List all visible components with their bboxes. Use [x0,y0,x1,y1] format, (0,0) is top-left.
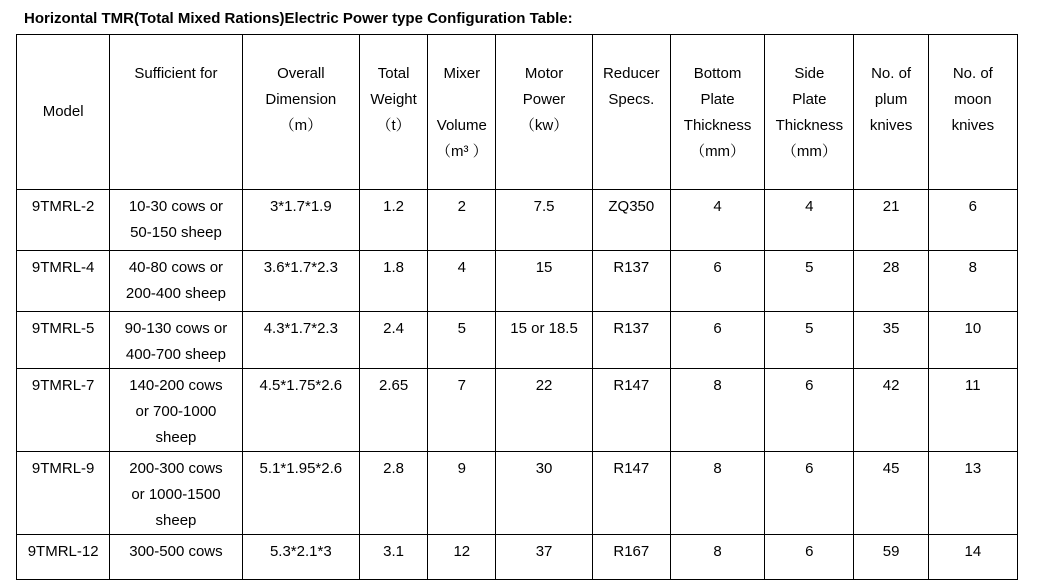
cell-moon: 11 [928,369,1017,452]
cell-sufficient [110,535,242,580]
cell-moon: 13 [928,452,1017,535]
cell-moon: 8 [928,251,1017,312]
cell-sufficient [110,312,242,369]
header-model [17,35,110,190]
header-line: Power [522,91,566,108]
header-line: knives [951,117,995,134]
header-line: Overall [277,65,325,82]
cell-model: 9TMRL-5 [17,312,110,369]
header-line: Total [377,65,410,82]
cell-side: 4 [765,190,854,251]
cell-bottom: 8 [670,369,764,452]
cell-model: 9TMRL-12 [17,535,110,580]
cell-plum: 28 [854,251,928,312]
cell-sufficient [110,369,242,452]
cell-side: 5 [765,312,854,369]
cell-power: 15 or 18.5 [496,312,592,369]
cell-power: 30 [496,452,592,535]
header-moon-knives [928,35,1017,190]
cell-side: 5 [765,251,854,312]
cell-line: 10-30 cows or [128,198,224,215]
cell-line: 400-700 sheep [125,346,226,363]
cell-line: sheep [155,512,197,529]
header-line: Sufficient for [134,65,218,82]
header-line: Thickness [775,117,844,134]
header-line: Specs. [608,91,655,108]
header-plum-knives [854,35,928,190]
cell-power: 22 [496,369,592,452]
cell-reducer: R147 [592,369,670,452]
cell-dimension: 4.3*1.7*2.3 [242,312,359,369]
cell-volume: 2 [428,190,496,251]
cell-volume: 5 [428,312,496,369]
table-row [17,312,1018,369]
table-row [17,452,1018,535]
cell-reducer: ZQ350 [592,190,670,251]
header-line: Model [42,103,84,120]
cell-side: 6 [765,369,854,452]
header-line: Bottom [693,65,742,82]
table-title: Horizontal TMR(Total Mixed Rations)Electric Power type Configuration Table: [24,10,573,27]
cell-weight: 2.65 [360,369,428,452]
header-line: （m） [279,117,323,134]
header-line: Volume [436,117,487,134]
header-line: Side [794,65,825,82]
cell-line: 300-500 cows [129,543,223,560]
cell-volume: 12 [428,535,496,580]
header-line: plum [874,91,908,108]
cell-weight: 1.2 [360,190,428,251]
header-line: Weight [370,91,417,108]
cell-line: 200-400 sheep [125,285,226,302]
cell-model: 9TMRL-2 [17,190,110,251]
cell-power: 37 [496,535,592,580]
header-dimension [242,35,359,190]
cell-plum: 21 [854,190,928,251]
header-line: knives [869,117,913,134]
table-row [17,535,1018,580]
cell-reducer: R147 [592,452,670,535]
header-line: Reducer [602,65,660,82]
header-line: （mm） [781,143,837,160]
header-line: Mixer [443,65,481,82]
cell-plum: 59 [854,535,928,580]
cell-bottom: 6 [670,312,764,369]
header-line: （kw） [519,117,569,134]
cell-power: 7.5 [496,190,592,251]
cell-sufficient [110,190,242,251]
cell-plum: 42 [854,369,928,452]
header-line: No. of [871,65,912,82]
header-line: moon [954,91,992,108]
cell-dimension: 3.6*1.7*2.3 [242,251,359,312]
header-line: Plate [700,91,735,108]
cell-bottom: 4 [670,190,764,251]
cell-sufficient [110,251,242,312]
cell-volume: 4 [428,251,496,312]
cell-model: 9TMRL-4 [17,251,110,312]
cell-volume: 9 [428,452,496,535]
header-line: Dimension [265,91,337,108]
cell-model: 9TMRL-7 [17,369,110,452]
header-weight [360,35,428,190]
cell-reducer: R137 [592,312,670,369]
cell-bottom: 8 [670,535,764,580]
cell-sufficient [110,452,242,535]
cell-line: 50-150 sheep [130,224,222,241]
header-line: Motor [524,65,564,82]
cell-weight: 2.8 [360,452,428,535]
cell-line: or 1000-1500 [131,486,221,503]
header-line [431,87,492,113]
cell-power: 15 [496,251,592,312]
cell-dimension: 3*1.7*1.9 [242,190,359,251]
cell-line: 90-130 cows or [124,320,228,337]
cell-reducer: R137 [592,251,670,312]
header-volume [428,35,496,190]
cell-line: or 700-1000 [135,403,217,420]
header-bottom-plate [670,35,764,190]
cell-moon: 6 [928,190,1017,251]
header-line: （m³ ） [435,143,488,160]
cell-line: 200-300 cows [129,460,223,477]
cell-side: 6 [765,535,854,580]
cell-side: 6 [765,452,854,535]
cell-reducer: R167 [592,535,670,580]
header-line: No. of [952,65,993,82]
cell-plum: 45 [854,452,928,535]
table-row [17,369,1018,452]
header-line: （t） [376,117,411,134]
cell-dimension: 4.5*1.75*2.6 [242,369,359,452]
cell-bottom: 8 [670,452,764,535]
cell-weight: 1.8 [360,251,428,312]
cell-moon: 10 [928,312,1017,369]
cell-weight: 2.4 [360,312,428,369]
cell-line: 40-80 cows or [128,259,224,276]
cell-plum: 35 [854,312,928,369]
header-sufficient [110,35,242,190]
header-line: Plate [792,91,827,108]
header-row [17,35,1018,190]
table-row [17,251,1018,312]
cell-bottom: 6 [670,251,764,312]
table-row [17,190,1018,251]
cell-weight: 3.1 [360,535,428,580]
cell-moon: 14 [928,535,1017,580]
header-reducer [592,35,670,190]
header-line: （mm） [690,143,746,160]
cell-dimension: 5.3*2.1*3 [242,535,359,580]
configuration-table [16,34,1018,580]
cell-line: sheep [155,429,197,446]
header-side-plate [765,35,854,190]
header-line: Thickness [683,117,752,134]
cell-volume: 7 [428,369,496,452]
header-power [496,35,592,190]
cell-line: 140-200 cows [129,377,223,394]
cell-dimension: 5.1*1.95*2.6 [242,452,359,535]
cell-model: 9TMRL-9 [17,452,110,535]
